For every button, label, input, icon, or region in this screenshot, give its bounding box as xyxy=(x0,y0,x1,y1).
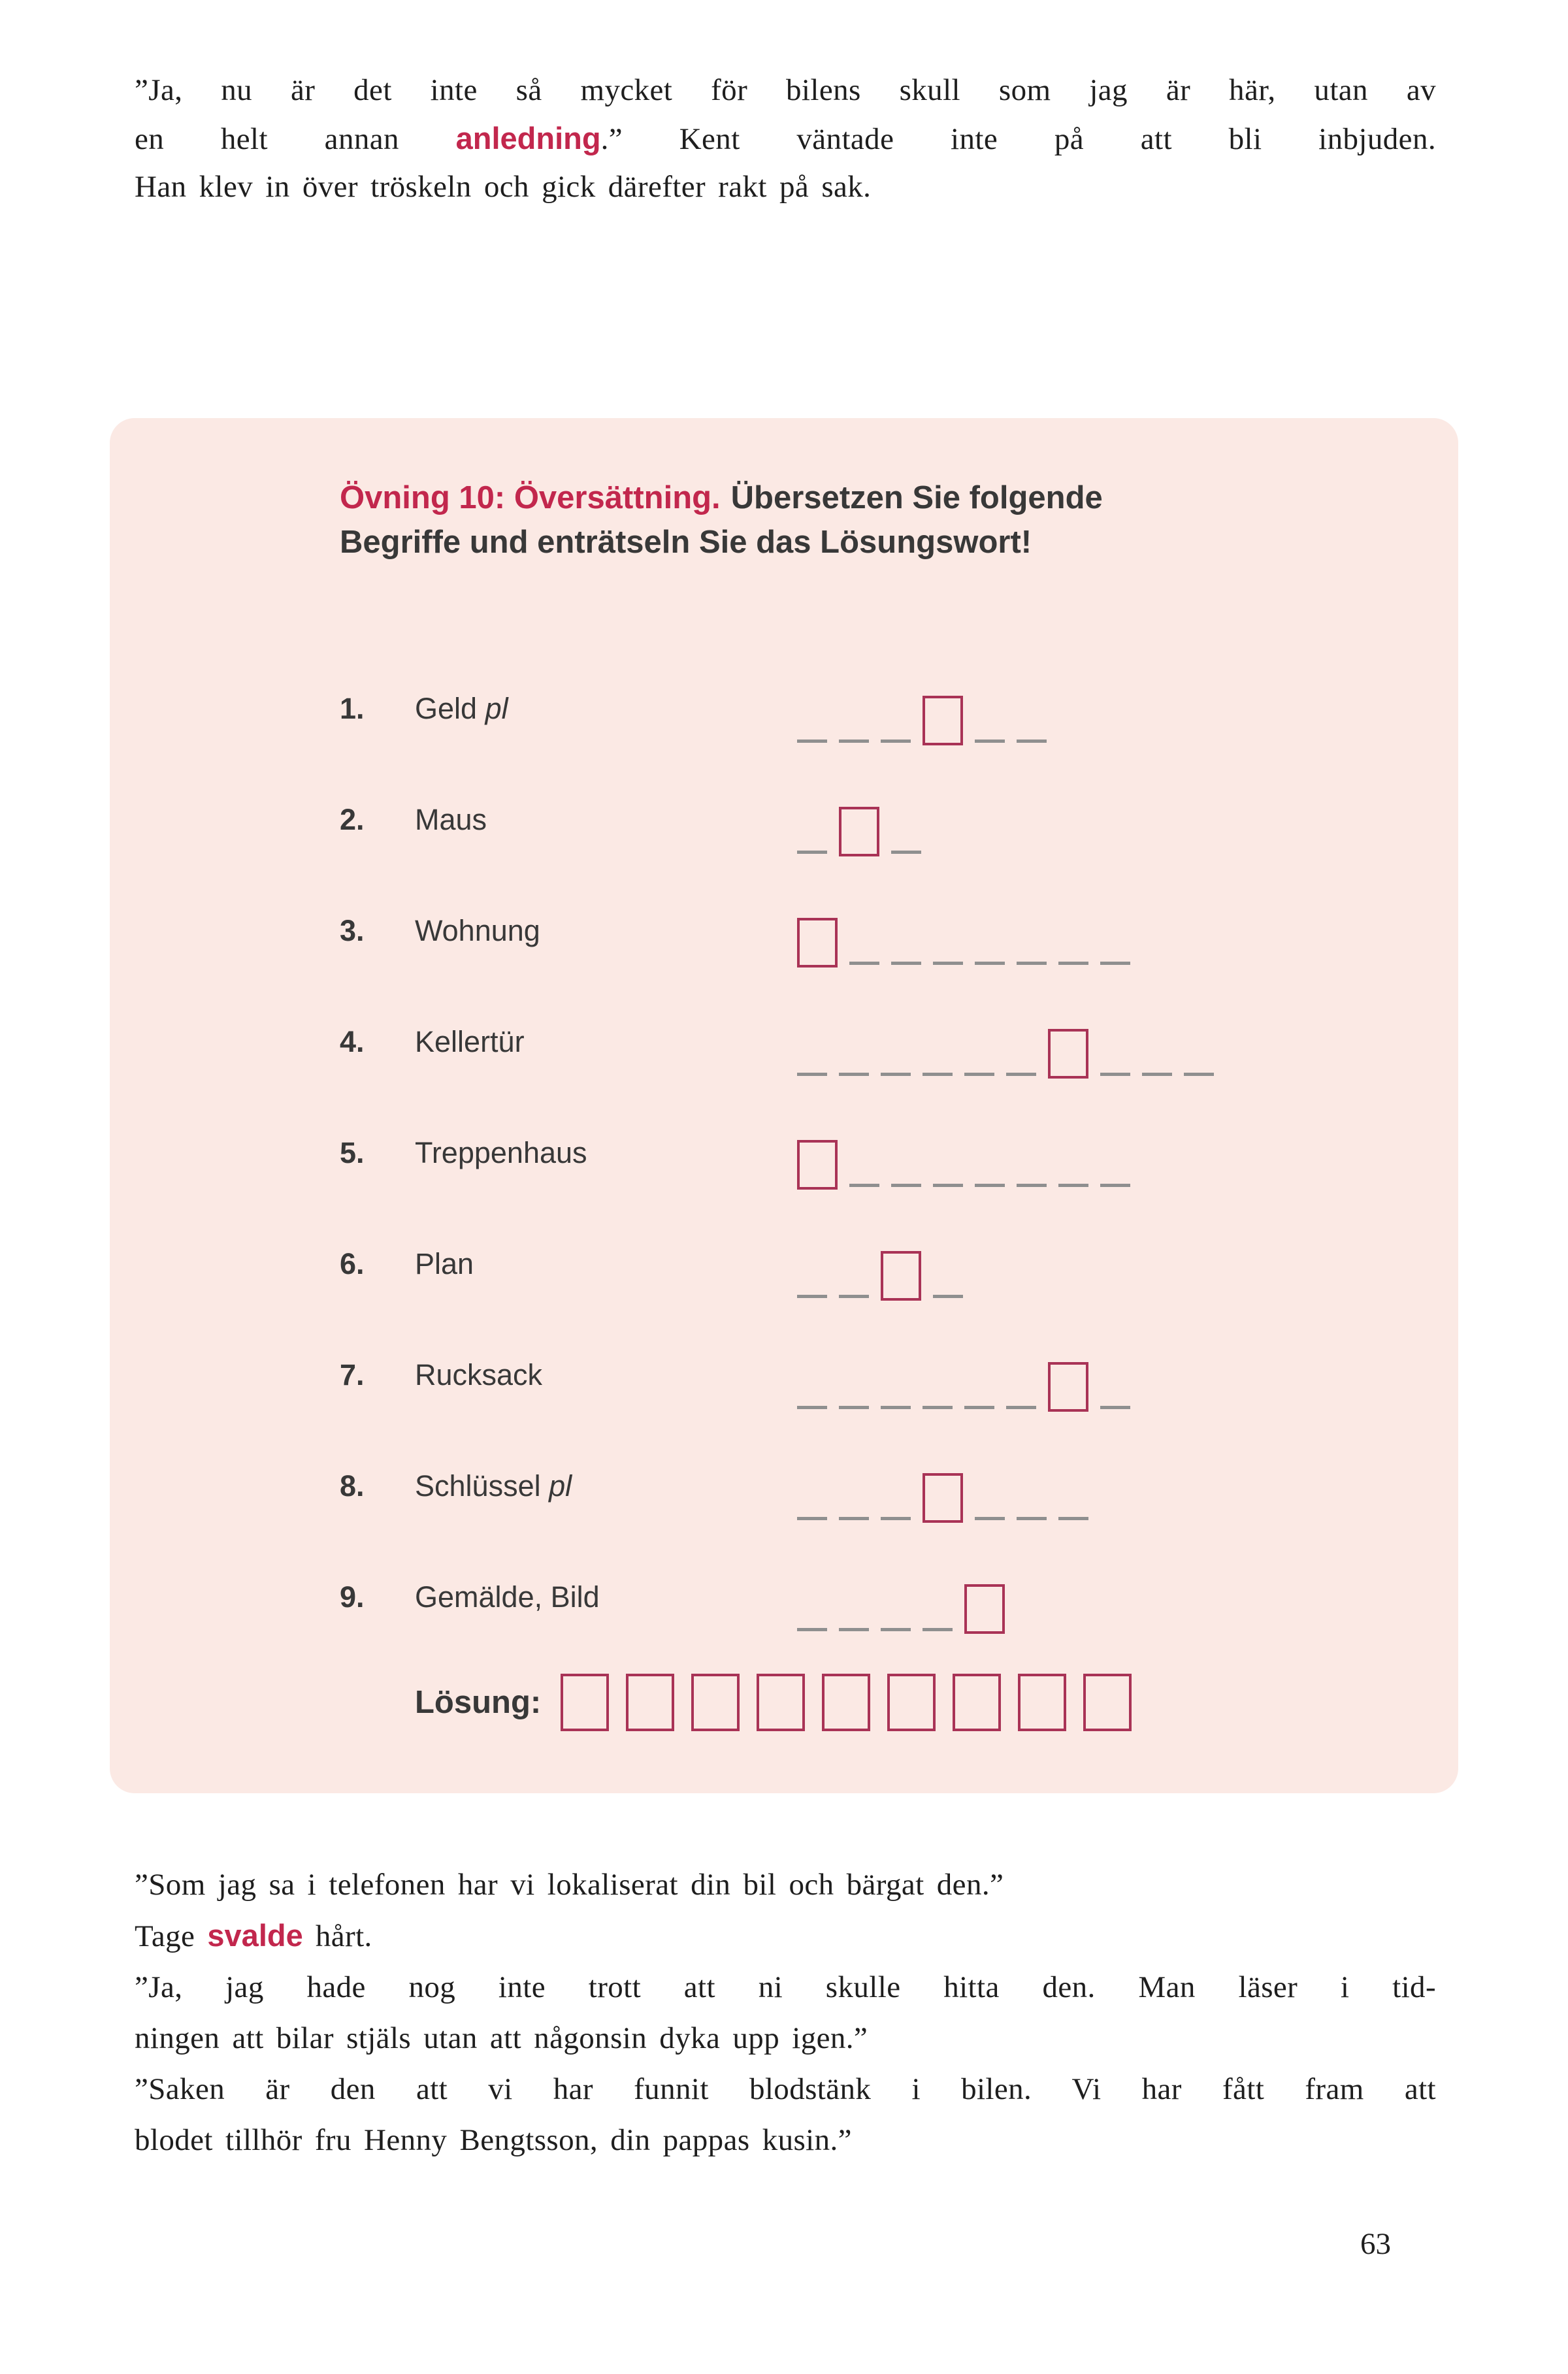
item-number: 7. xyxy=(340,1358,365,1391)
item-number: 4. xyxy=(340,1025,365,1058)
exercise-item xyxy=(340,1098,1424,1209)
item-number: 3. xyxy=(340,914,365,947)
blank-underscore xyxy=(1017,1184,1047,1187)
blank-underscore xyxy=(839,1517,869,1520)
exercise-heading xyxy=(340,476,1398,564)
exercise-list xyxy=(340,653,1424,1653)
exercise-item xyxy=(340,764,1424,875)
blank-underscore xyxy=(797,1406,827,1409)
vocab-highlight: svalde xyxy=(207,1918,303,1953)
exercise-instructions-line2: Begriffe und enträtseln Sie das Lösungswort! xyxy=(340,525,1032,560)
blank-underscore xyxy=(1017,962,1047,965)
text-line xyxy=(135,1859,1436,1910)
answer-blanks xyxy=(797,1251,963,1298)
text-line xyxy=(135,1962,1436,2013)
blank-underscore xyxy=(1142,1073,1172,1076)
intro-paragraph xyxy=(135,67,1436,211)
exercise-item xyxy=(340,986,1424,1098)
text-segment: ”Ja, nu är det inte så mycket för bilens skull som jag är här, utan av xyxy=(135,73,1436,107)
text-segment: ”Som jag sa i telefonen har vi lokaliserat din bil och bärgat den.” xyxy=(135,1868,1004,1902)
blank-underscore xyxy=(975,1184,1005,1187)
text-line xyxy=(135,114,1436,163)
blank-underscore xyxy=(1058,962,1088,965)
item-label: Maus xyxy=(415,803,487,836)
paragraph xyxy=(135,1962,1436,2064)
blank-underscore xyxy=(1058,1517,1088,1520)
solution-letter-box xyxy=(923,696,963,745)
text-line xyxy=(135,2064,1436,2115)
solution-box xyxy=(1083,1674,1132,1731)
paragraph xyxy=(135,2064,1436,2166)
blank-underscore xyxy=(839,1406,869,1409)
blank-underscore xyxy=(797,851,827,854)
blank-underscore xyxy=(849,962,879,965)
blank-underscore xyxy=(975,740,1005,743)
blank-underscore xyxy=(797,740,827,743)
vocab-highlight: anledning xyxy=(455,121,601,155)
blank-underscore xyxy=(933,1295,963,1298)
dialogue-block xyxy=(135,1859,1436,2166)
text-segment: .” Kent väntade inte på att bli inbjuden. xyxy=(600,122,1436,156)
blank-underscore xyxy=(1100,1406,1130,1409)
solution-box xyxy=(626,1674,674,1731)
solution-letter-box xyxy=(797,918,838,967)
text-segment: blodet tillhör fru Henny Bengtsson, din pappas kusin.” xyxy=(135,2123,852,2157)
item-number: 6. xyxy=(340,1247,365,1280)
item-number: 1. xyxy=(340,692,365,725)
text-segment: ”Ja, jag hade nog inte trott att ni skulle hitta den. Man läser i tid- xyxy=(135,1970,1436,2004)
blank-underscore xyxy=(797,1628,827,1631)
paragraph xyxy=(135,67,1436,211)
answer-blanks xyxy=(797,1362,1130,1409)
blank-underscore xyxy=(1058,1184,1088,1187)
item-number: 9. xyxy=(340,1580,365,1614)
blank-underscore xyxy=(1184,1073,1214,1076)
blank-underscore xyxy=(891,851,921,854)
blank-underscore xyxy=(964,1406,994,1409)
solution-letter-box xyxy=(839,807,879,856)
solution-letter-box xyxy=(1048,1029,1088,1079)
blank-underscore xyxy=(881,1073,911,1076)
item-label: Treppenhaus xyxy=(415,1136,587,1169)
blank-underscore xyxy=(849,1184,879,1187)
text-segment: en helt annan xyxy=(135,122,456,156)
solution-box xyxy=(1018,1674,1066,1731)
text-segment: Han klev in över tröskeln och gick därefter rakt på sak. xyxy=(135,170,872,204)
item-number: 2. xyxy=(340,803,365,836)
item-label-suffix: pl xyxy=(477,692,508,725)
item-label: Wohnung xyxy=(415,914,540,947)
text-line xyxy=(135,1910,1436,1962)
solution-box xyxy=(691,1674,740,1731)
text-segment: ningen att bilar stjäls utan att någonsin dyka upp igen.” xyxy=(135,2021,868,2055)
answer-blanks xyxy=(797,1140,1130,1187)
blank-underscore xyxy=(1006,1406,1036,1409)
solution-letter-box xyxy=(923,1473,963,1523)
solution-box xyxy=(953,1674,1001,1731)
item-number: 8. xyxy=(340,1469,365,1503)
blank-underscore xyxy=(1100,1184,1130,1187)
blank-underscore xyxy=(1100,1073,1130,1076)
blank-underscore xyxy=(933,1184,963,1187)
exercise-item xyxy=(340,1320,1424,1431)
item-label-suffix: pl xyxy=(540,1469,572,1503)
answer-blanks xyxy=(797,918,1130,965)
solution-label: Lösung: xyxy=(415,1685,542,1720)
blank-underscore xyxy=(881,1406,911,1409)
solution-box xyxy=(822,1674,870,1731)
answer-blanks xyxy=(797,807,921,854)
text-line xyxy=(135,163,1436,211)
answer-blanks xyxy=(797,1029,1214,1076)
blank-underscore xyxy=(1017,740,1047,743)
blank-underscore xyxy=(923,1406,953,1409)
exercise-instructions-line1: Übersetzen Sie folgende xyxy=(730,480,1103,515)
blank-underscore xyxy=(797,1517,827,1520)
item-label: Rucksack xyxy=(415,1358,543,1391)
solution-letter-box xyxy=(797,1140,838,1190)
page-number: 63 xyxy=(1360,2227,1391,2261)
blank-underscore xyxy=(891,1184,921,1187)
blank-underscore xyxy=(839,740,869,743)
blank-underscore xyxy=(933,962,963,965)
blank-underscore xyxy=(881,740,911,743)
item-label: Plan xyxy=(415,1247,474,1280)
exercise-item xyxy=(340,653,1424,764)
blank-underscore xyxy=(964,1073,994,1076)
text-segment: hårt. xyxy=(302,1919,372,1953)
item-label: Gemälde, Bild xyxy=(415,1580,600,1614)
answer-blanks xyxy=(797,696,1047,743)
exercise-item xyxy=(340,1209,1424,1320)
blank-underscore xyxy=(923,1073,953,1076)
solution-letter-box xyxy=(881,1251,921,1301)
blank-underscore xyxy=(797,1295,827,1298)
solution-box xyxy=(887,1674,936,1731)
exercise-item xyxy=(340,1542,1424,1653)
solution-row xyxy=(415,1674,1132,1731)
blank-underscore xyxy=(839,1628,869,1631)
blank-underscore xyxy=(1006,1073,1036,1076)
blank-underscore xyxy=(1100,962,1130,965)
blank-underscore xyxy=(797,1073,827,1076)
blank-underscore xyxy=(839,1295,869,1298)
blank-underscore xyxy=(891,962,921,965)
exercise-item xyxy=(340,1431,1424,1542)
paragraph xyxy=(135,1910,1436,1962)
solution-box xyxy=(757,1674,805,1731)
item-number: 5. xyxy=(340,1136,365,1169)
item-label: Kellertür xyxy=(415,1025,525,1058)
exercise-panel xyxy=(110,418,1458,1793)
paragraph xyxy=(135,1859,1436,1910)
blank-underscore xyxy=(975,962,1005,965)
solution-letter-box xyxy=(1048,1362,1088,1412)
blank-underscore xyxy=(881,1517,911,1520)
item-label: Geld pl xyxy=(415,692,508,725)
blank-underscore xyxy=(881,1628,911,1631)
exercise-title: Övning 10: Översättning. xyxy=(340,480,721,515)
item-label: Schlüssel pl xyxy=(415,1469,572,1503)
blank-underscore xyxy=(923,1628,953,1631)
exercise-item xyxy=(340,875,1424,986)
blank-underscore xyxy=(975,1517,1005,1520)
text-line xyxy=(135,2013,1436,2064)
blank-underscore xyxy=(1017,1517,1047,1520)
text-line xyxy=(135,2115,1436,2166)
solution-letter-box xyxy=(964,1584,1005,1634)
text-segment: ”Saken är den att vi har funnit blodstänk i bilen. Vi har fått fram att xyxy=(135,2072,1436,2106)
solution-box xyxy=(561,1674,609,1731)
answer-blanks xyxy=(797,1473,1088,1520)
text-segment: Tage xyxy=(135,1919,208,1953)
text-line xyxy=(135,67,1436,114)
blank-underscore xyxy=(839,1073,869,1076)
answer-blanks xyxy=(797,1584,1005,1631)
